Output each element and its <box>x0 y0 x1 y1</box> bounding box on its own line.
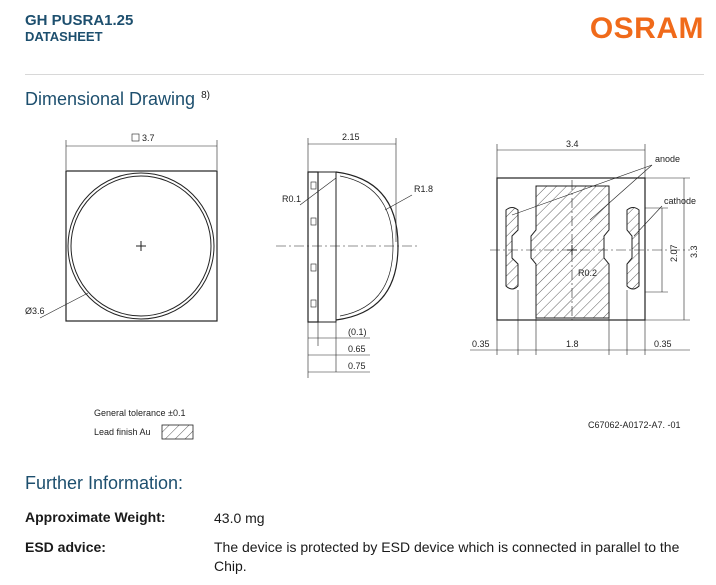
osram-logo: OSRAM <box>589 12 704 45</box>
lead-finish: Lead finish Au <box>94 427 151 437</box>
bottom-width-label: 3.4 <box>566 139 579 149</box>
dimensional-drawing-title: Dimensional Drawing <box>25 89 196 109</box>
lead-finish-swatch <box>162 425 193 439</box>
bottom-radius-label: R0.2 <box>578 268 598 278</box>
product-name: GH PUSRA1.25 <box>25 12 134 29</box>
front-view <box>25 133 217 321</box>
side-view <box>276 132 433 378</box>
weight-label: Approximate Weight: <box>25 509 166 525</box>
bottom-h1-label: 2.07 <box>669 244 679 262</box>
esd-value: The device is protected by ESD device which is connected in parallel to the Chip. <box>214 539 680 574</box>
dimensional-drawing-heading <box>25 89 210 110</box>
further-info-heading: Further Information: <box>25 473 184 493</box>
side-dim2-label: 0.65 <box>348 344 366 354</box>
esd-label: ESD advice: <box>25 539 106 555</box>
side-radius-large-label: R1.8 <box>414 184 434 194</box>
general-tolerance: General tolerance ±0.1 <box>94 408 186 418</box>
drawing-number: C67062-A0172-A7. -01 <box>588 420 681 430</box>
side-width-label: 2.15 <box>342 132 360 142</box>
weight-value: 43.0 mg <box>214 510 265 526</box>
bottom-pad-left-label: 0.35 <box>472 339 490 349</box>
front-diameter-label: Ø3.6 <box>25 306 45 316</box>
bottom-h2-label: 3.3 <box>689 245 699 258</box>
bottom-center-label: 1.8 <box>566 339 579 349</box>
side-dim1-label: (0.1) <box>348 327 367 337</box>
bottom-view <box>470 139 699 355</box>
dimensional-drawing <box>0 120 716 440</box>
side-dim3-label: 0.75 <box>348 361 366 371</box>
footnote-ref: 8) <box>201 90 210 101</box>
doc-type: DATASHEET <box>25 29 103 44</box>
side-radius-small-label: R0.1 <box>282 194 302 204</box>
bottom-pad-right-label: 0.35 <box>654 339 672 349</box>
anode-label: anode <box>655 154 681 164</box>
front-width-label: 3.7 <box>142 133 155 143</box>
drawing-notes <box>94 408 681 439</box>
header-divider <box>25 74 704 75</box>
cathode-label: cathode <box>664 196 697 206</box>
